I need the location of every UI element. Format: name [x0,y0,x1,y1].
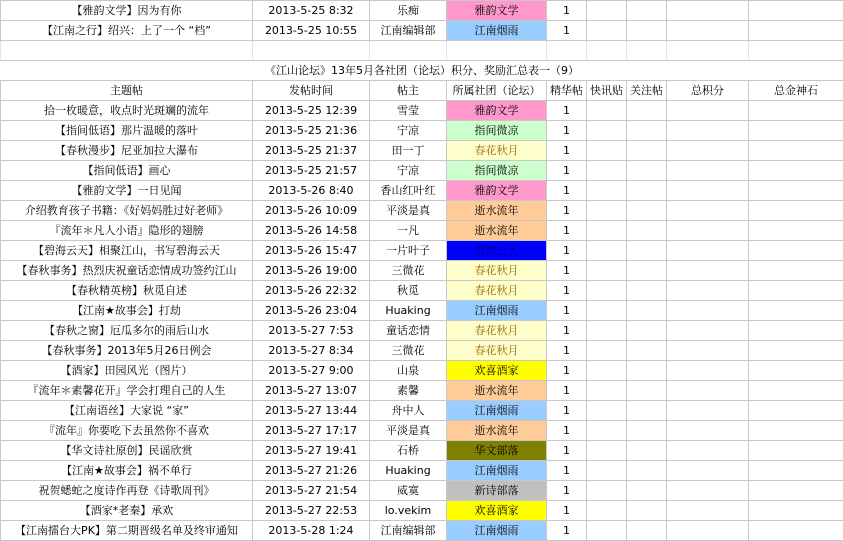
club-cell[interactable]: 指间微凉 [447,161,547,181]
header-guanzhu[interactable]: 关注帖 [627,81,667,101]
reward-cell[interactable] [749,321,843,341]
club-cell[interactable]: 指间微凉 [447,121,547,141]
poster-cell[interactable]: 秋觅 [370,281,447,301]
poster-cell[interactable]: 平淡是真 [370,201,447,221]
time-cell[interactable]: 2013-5-27 21:54 [253,481,370,501]
title-cell[interactable]: 【华文诗社原创】民谣欣赏 [1,441,253,461]
club-cell[interactable]: 江南烟雨 [447,301,547,321]
time-cell[interactable]: 2013-5-27 22:53 [253,501,370,521]
reward-cell[interactable] [749,381,843,401]
title-cell[interactable]: 【春秋事务】2013年5月26日例会 [1,341,253,361]
club-cell[interactable]: 逝水流年 [447,381,547,401]
total-cell[interactable] [667,261,749,281]
club-cell[interactable]: 华文部落 [447,441,547,461]
guanzhu-cell[interactable] [627,461,667,481]
table-row [1,461,843,481]
jinghua-cell[interactable]: 1 [547,221,587,241]
jinghua-cell[interactable]: 1 [547,321,587,341]
time-cell[interactable]: 2013-5-26 10:09 [253,201,370,221]
total-cell[interactable] [667,101,749,121]
jinghua-cell[interactable]: 1 [547,341,587,361]
total-cell[interactable] [667,481,749,501]
club-cell[interactable]: 逝水流年 [447,201,547,221]
title-cell[interactable]: 『流年＊凡人小语』隐形的翅膀 [1,221,253,241]
time-cell[interactable]: 2013-5-25 12:39 [253,101,370,121]
club-cell[interactable]: 江南烟雨 [447,401,547,421]
poster-cell[interactable]: 平淡是真 [370,421,447,441]
total-cell[interactable] [667,501,749,521]
total-cell[interactable] [667,401,749,421]
table-row [1,301,843,321]
poster-cell[interactable]: 乐痴 [370,1,447,21]
kuaixun-cell[interactable] [587,281,627,301]
jinghua-cell[interactable]: 1 [547,501,587,521]
jinghua-cell[interactable]: 1 [547,21,587,41]
time-cell[interactable]: 2013-5-26 22:32 [253,281,370,301]
club-cell[interactable]: 逝水流年 [447,421,547,441]
guanzhu-cell[interactable] [627,501,667,521]
kuaixun-cell[interactable] [587,381,627,401]
reward-cell[interactable] [749,121,843,141]
title-cell[interactable]: 【江南语丝】大家说 “家” [1,401,253,421]
time-cell[interactable]: 2013-5-25 21:57 [253,161,370,181]
jinghua-cell[interactable]: 1 [547,241,587,261]
total-cell[interactable] [667,221,749,241]
kuaixun-cell[interactable] [587,321,627,341]
time-cell[interactable]: 2013-5-27 21:26 [253,461,370,481]
table-row [1,441,843,461]
table-row [1,321,843,341]
jinghua-cell[interactable]: 1 [547,101,587,121]
total-cell[interactable] [667,161,749,181]
title-cell[interactable]: 【指间低语】那片温暖的落叶 [1,121,253,141]
guanzhu-cell[interactable] [627,161,667,181]
kuaixun-cell[interactable] [587,341,627,361]
time-cell[interactable]: 2013-5-26 23:04 [253,301,370,321]
table-row [1,1,843,21]
kuaixun-cell[interactable] [587,481,627,501]
title-cell[interactable]: 【春秋漫步】尼亚加拉大瀑布 [1,141,253,161]
total-cell[interactable] [667,321,749,341]
kuaixun-cell[interactable] [587,1,627,21]
club-cell[interactable]: 雅韵文学 [447,181,547,201]
club-cell[interactable]: 江南烟雨 [447,521,547,541]
time-cell[interactable]: 2013-5-27 13:44 [253,401,370,421]
total-cell[interactable] [667,301,749,321]
header-row [1,81,843,101]
poster-cell[interactable]: 山泉 [370,361,447,381]
poster-cell[interactable]: 一片叶子 [370,241,447,261]
poster-cell[interactable]: 童话恋情 [370,321,447,341]
table-row [1,281,843,301]
jinghua-cell[interactable]: 1 [547,421,587,441]
table-row [1,501,843,521]
table-caption-row [1,61,843,81]
poster-cell[interactable]: 雪莹 [370,101,447,121]
jinghua-cell[interactable]: 1 [547,301,587,321]
time-cell[interactable]: 2013-5-25 10:55 [253,21,370,41]
title-cell[interactable]: 【碧海云天】相聚江山，书写碧海云天 [1,241,253,261]
guanzhu-cell[interactable] [627,201,667,221]
guanzhu-cell[interactable] [627,21,667,41]
kuaixun-cell[interactable] [587,221,627,241]
reward-cell[interactable] [749,281,843,301]
time-cell[interactable]: 2013-5-26 14:58 [253,221,370,241]
reward-cell[interactable] [749,261,843,281]
table-row [1,481,843,501]
table-row [1,241,843,261]
club-cell[interactable]: 逝水流年 [447,221,547,241]
title-cell[interactable]: 拾一枚暖意，收点时光斑斓的流年 [1,101,253,121]
time-cell[interactable]: 2013-5-26 8:40 [253,181,370,201]
reward-cell[interactable] [749,401,843,421]
guanzhu-cell[interactable] [627,361,667,381]
title-cell[interactable]: 【江南★故事会】打劫 [1,301,253,321]
club-cell[interactable]: 春花秋月 [447,341,547,361]
kuaixun-cell[interactable] [587,141,627,161]
title-cell[interactable]: 【江南★故事会】祸不单行 [1,461,253,481]
club-cell[interactable]: 新诗部落 [447,481,547,501]
club-cell[interactable]: 雅韵文学 [447,1,547,21]
club-cell[interactable]: 欢喜酒家 [447,361,547,381]
poster-cell[interactable]: 石桥 [370,441,447,461]
total-cell[interactable] [667,341,749,361]
reward-cell[interactable] [749,201,843,221]
title-cell[interactable]: 【江南擂台大PK】第二期晋级名单及终审通知 [1,521,253,541]
poster-cell[interactable]: 江南编辑部 [370,521,447,541]
total-cell[interactable] [667,281,749,301]
club-cell[interactable]: 春花秋月 [447,281,547,301]
kuaixun-cell[interactable] [587,441,627,461]
total-cell[interactable] [667,441,749,461]
total-cell[interactable] [667,121,749,141]
guanzhu-cell[interactable] [627,101,667,121]
total-cell[interactable] [667,21,749,41]
poster-cell[interactable]: 宁凉 [370,161,447,181]
reward-cell[interactable] [749,241,843,261]
guanzhu-cell[interactable] [627,121,667,141]
table-row [1,161,843,181]
jinghua-cell[interactable]: 1 [547,441,587,461]
guanzhu-cell[interactable] [627,281,667,301]
reward-cell[interactable] [749,21,843,41]
time-cell[interactable]: 2013-5-27 19:41 [253,441,370,461]
jinghua-cell[interactable]: 1 [547,381,587,401]
time-cell[interactable]: 2013-5-27 17:17 [253,421,370,441]
club-cell[interactable]: 春花秋月 [447,321,547,341]
poster-cell[interactable]: Huaking [370,301,447,321]
kuaixun-cell[interactable] [587,301,627,321]
time-cell[interactable]: 2013-5-27 7:53 [253,321,370,341]
total-cell[interactable] [667,141,749,161]
reward-cell[interactable] [749,1,843,21]
title-cell[interactable]: 『流年＊素馨花开』学会打理自己的人生 [1,381,253,401]
guanzhu-cell[interactable] [627,241,667,261]
poster-cell[interactable]: 宁凉 [370,121,447,141]
poster-cell[interactable]: 江南编辑部 [370,21,447,41]
header-reward[interactable]: 总金神石 [749,81,843,101]
guanzhu-cell[interactable] [627,301,667,321]
table-row [1,201,843,221]
header-poster[interactable]: 帖主 [370,81,447,101]
club-cell[interactable]: 江南烟雨 [447,21,547,41]
poster-cell[interactable]: lo.vekim [370,501,447,521]
reward-cell[interactable] [749,361,843,381]
header-jinghua[interactable]: 精华帖 [547,81,587,101]
total-cell[interactable] [667,181,749,201]
reward-cell[interactable] [749,221,843,241]
poster-cell[interactable]: 一凡 [370,221,447,241]
guanzhu-cell[interactable] [627,141,667,161]
kuaixun-cell[interactable] [587,101,627,121]
total-cell[interactable] [667,381,749,401]
title-cell[interactable]: 【酒家】田园风光（图片） [1,361,253,381]
table-row [1,401,843,421]
total-cell[interactable] [667,201,749,221]
poster-cell[interactable]: 三微花 [370,261,447,281]
poster-cell[interactable]: 舟中人 [370,401,447,421]
title-cell[interactable]: 【指间低语】画心 [1,161,253,181]
reward-cell[interactable] [749,301,843,321]
table-row [1,261,843,281]
kuaixun-cell[interactable] [587,461,627,481]
kuaixun-cell[interactable] [587,241,627,261]
club-cell[interactable]: 欢喜酒家 [447,501,547,521]
reward-cell[interactable] [749,101,843,121]
guanzhu-cell[interactable] [627,481,667,501]
reward-cell[interactable] [749,181,843,201]
table-row [1,141,843,161]
total-cell[interactable] [667,421,749,441]
table-row [1,181,843,201]
reward-cell[interactable] [749,341,843,361]
time-cell[interactable]: 2013-5-27 9:00 [253,361,370,381]
time-cell[interactable]: 2013-5-25 8:32 [253,1,370,21]
club-cell[interactable]: 江南烟雨 [447,461,547,481]
table-row [1,421,843,441]
jinghua-cell[interactable]: 1 [547,1,587,21]
total-cell[interactable] [667,361,749,381]
kuaixun-cell[interactable] [587,501,627,521]
title-cell[interactable]: 【江南之行】绍兴：上了一个 “档” [1,21,253,41]
table-caption[interactable]: 《江山论坛》13年5月各社团（论坛）积分、奖励汇总表一（9） [1,61,843,81]
kuaixun-cell[interactable] [587,421,627,441]
header-time[interactable]: 发帖时间 [253,81,370,101]
guanzhu-cell[interactable] [627,181,667,201]
title-cell[interactable]: 【春秋事务】热烈庆祝童话恋情成功签约江山 [1,261,253,281]
reward-cell[interactable] [749,141,843,161]
guanzhu-cell[interactable] [627,221,667,241]
time-cell[interactable]: 2013-5-25 21:37 [253,141,370,161]
poster-cell[interactable]: 素馨 [370,381,447,401]
jinghua-cell[interactable]: 1 [547,261,587,281]
club-cell[interactable]: 春花秋月 [447,141,547,161]
jinghua-cell[interactable]: 1 [547,521,587,541]
header-club[interactable]: 所属社团（论坛） [447,81,547,101]
title-cell[interactable]: 【酒家*老秦】承欢 [1,501,253,521]
reward-cell[interactable] [749,421,843,441]
reward-cell[interactable] [749,461,843,481]
guanzhu-cell[interactable] [627,381,667,401]
title-cell[interactable]: 【春秋精英榜】秋觅自述 [1,281,253,301]
title-cell[interactable]: 【雅韵文学】因为有你 [1,1,253,21]
kuaixun-cell[interactable] [587,401,627,421]
jinghua-cell[interactable]: 1 [547,361,587,381]
kuaixun-cell[interactable] [587,261,627,281]
guanzhu-cell[interactable] [627,341,667,361]
jinghua-cell[interactable]: 1 [547,201,587,221]
jinghua-cell[interactable]: 1 [547,181,587,201]
total-cell[interactable] [667,241,749,261]
table-row [1,21,843,41]
jinghua-cell[interactable]: 1 [547,161,587,181]
time-cell[interactable]: 2013-5-25 21:36 [253,121,370,141]
guanzhu-cell[interactable] [627,421,667,441]
kuaixun-cell[interactable] [587,21,627,41]
table-row [1,341,843,361]
table-row [1,221,843,241]
club-cell[interactable]: 碧海云天 [447,241,547,261]
jinghua-cell[interactable]: 1 [547,281,587,301]
reward-cell[interactable] [749,441,843,461]
club-cell[interactable]: 雅韵文学 [447,101,547,121]
header-total[interactable]: 总积分 [667,81,749,101]
title-cell[interactable]: 『流年』你要吃下去虽然你不喜欢 [1,421,253,441]
time-cell[interactable]: 2013-5-26 19:00 [253,261,370,281]
time-cell[interactable]: 2013-5-27 8:34 [253,341,370,361]
reward-cell[interactable] [749,501,843,521]
table-row [1,381,843,401]
jinghua-cell[interactable]: 1 [547,481,587,501]
guanzhu-cell[interactable] [627,401,667,421]
header-title[interactable]: 主题帖 [1,81,253,101]
kuaixun-cell[interactable] [587,161,627,181]
reward-cell[interactable] [749,161,843,181]
kuaixun-cell[interactable] [587,361,627,381]
time-cell[interactable]: 2013-5-28 1:24 [253,521,370,541]
guanzhu-cell[interactable] [627,321,667,341]
header-kuaixun[interactable]: 快讯贴 [587,81,627,101]
guanzhu-cell[interactable] [627,441,667,461]
kuaixun-cell[interactable] [587,181,627,201]
poster-cell[interactable]: 田一丁 [370,141,447,161]
time-cell[interactable]: 2013-5-27 13:07 [253,381,370,401]
club-cell[interactable]: 春花秋月 [447,261,547,281]
title-cell[interactable]: 介绍教育孩子书籍：《好妈妈胜过好老师》 [1,201,253,221]
table-row [1,121,843,141]
poster-cell[interactable]: 威寞 [370,481,447,501]
total-cell[interactable] [667,461,749,481]
title-cell[interactable]: 【春秋之窗】厄瓜多尔的雨后山水 [1,321,253,341]
poster-cell[interactable]: 香山红叶红 [370,181,447,201]
table-row [1,361,843,381]
table-row [1,101,843,121]
kuaixun-cell[interactable] [587,121,627,141]
guanzhu-cell[interactable] [627,261,667,281]
guanzhu-cell[interactable] [627,1,667,21]
poster-cell[interactable]: 三微花 [370,341,447,361]
reward-cell[interactable] [749,481,843,501]
kuaixun-cell[interactable] [587,201,627,221]
title-cell[interactable]: 【雅韵文学】一日见闻 [1,181,253,201]
title-cell[interactable]: 祝贺蟋蛇之度诗作再登《诗歌周刊》 [1,481,253,501]
jinghua-cell[interactable]: 1 [547,141,587,161]
jinghua-cell[interactable]: 1 [547,121,587,141]
total-cell[interactable] [667,1,749,21]
blank-row [1,41,843,61]
jinghua-cell[interactable]: 1 [547,461,587,481]
jinghua-cell[interactable]: 1 [547,401,587,421]
poster-cell[interactable]: Huaking [370,461,447,481]
time-cell[interactable]: 2013-5-26 15:47 [253,241,370,261]
